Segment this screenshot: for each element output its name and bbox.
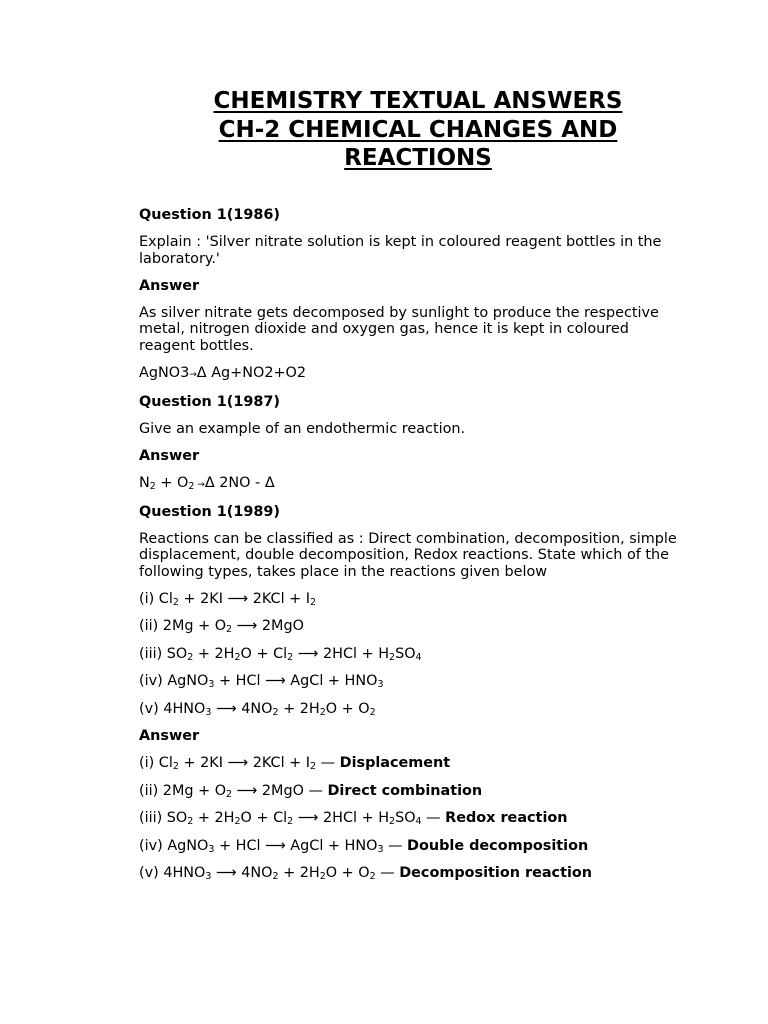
question-text-1989: Reactions can be classified as : Direct combination, decomposition, simple displacement, double decomposition, Redox reactions. State which of the following types, takes place in the reactions given below — [139, 530, 677, 580]
formula-text: + 2H — [193, 645, 235, 662]
formula-subscript: 3 — [377, 679, 384, 690]
formula-subscript: 2 — [287, 651, 294, 663]
formula-subscript: 2 — [272, 706, 279, 718]
formula-text: (ii) 2Mg + O — [139, 782, 227, 799]
formula-text: + 2H — [193, 810, 235, 826]
answer-dash: — — [421, 810, 446, 826]
formula-subscript: 2 — [172, 596, 179, 608]
formula-text: O + Cl — [240, 810, 288, 826]
formula-subscript: 2 — [187, 816, 194, 827]
reactions-list — [139, 591, 689, 718]
formula-subscript: 2 — [172, 761, 179, 772]
formula-subscript: 3 — [208, 843, 215, 855]
formula-text: + 2H — [278, 700, 320, 717]
answer-label-1986: Answer — [139, 277, 200, 294]
equation-part: N — [139, 474, 150, 491]
formula-text: ⟶ 2MgO — [232, 782, 304, 799]
formula-subscript: 2 — [234, 651, 241, 663]
formula-subscript: 2 — [369, 871, 376, 882]
question-text-1987: Give an example of an endothermic reaction. — [139, 420, 466, 437]
answer-dash: — — [316, 755, 340, 771]
formula-text: (v) 4HNO — [139, 865, 206, 881]
formula-text: (v) 4HNO — [139, 700, 206, 717]
title-line-3: REACTIONS — [344, 145, 492, 171]
formula-subscript: 3 — [377, 843, 384, 855]
reaction-line — [139, 591, 689, 608]
document-title — [160, 87, 676, 173]
formula-text: O + O — [325, 865, 370, 881]
formula-subscript: 3 — [208, 679, 215, 690]
formula-subscript: 2 — [272, 871, 279, 882]
equation-lhs: AgNO3 — [139, 364, 190, 381]
formula-text: (iv) AgNO — [139, 837, 209, 854]
formula-subscript: 4 — [415, 651, 422, 663]
formula-subscript: 2 — [187, 651, 194, 663]
reaction-line — [139, 701, 689, 718]
formula-subscript: 2 — [319, 871, 326, 882]
formula-subscript: 2 — [319, 706, 326, 718]
reaction-type: Direct combination — [327, 782, 483, 799]
answer-label-1987: Answer — [139, 447, 200, 464]
formula-text: SO — [395, 645, 416, 662]
reaction-type: Decomposition reaction — [399, 865, 593, 881]
formula-text: ⟶ 2MgO — [232, 618, 304, 634]
answer-dash: — — [303, 782, 328, 799]
formula-text: ⟶ 2HCl + H — [293, 645, 390, 662]
reaction-type: Displacement — [339, 755, 451, 771]
equation-1987 — [139, 475, 689, 494]
reaction-line — [139, 618, 689, 635]
answer-text-1986: As silver nitrate gets decomposed by sunlight to produce the respective metal, nitrogen dioxide and oxygen gas, hence it is kept in coloured reagent bottles. — [139, 304, 659, 354]
question-heading-1989: Question 1(1989) — [139, 503, 280, 520]
formula-text: + HCl ⟶ AgCl + HNO — [214, 837, 378, 854]
answer-line — [139, 810, 689, 827]
reaction-line — [139, 673, 689, 690]
reaction-type: Double decomposition — [407, 837, 589, 854]
formula-subscript: 3 — [205, 706, 212, 718]
formula-subscript: 2 — [389, 651, 396, 663]
formula-text: + 2KI ⟶ 2KCl + I — [178, 755, 311, 771]
formula-text: SO — [395, 810, 416, 826]
document-body — [139, 207, 689, 893]
formula-text: + 2KI ⟶ 2KCl + I — [178, 590, 311, 607]
question-heading-1986: Question 1(1986) — [139, 207, 280, 223]
formula-text: O + O — [325, 700, 370, 717]
formula-text: + 2H — [278, 865, 320, 881]
reaction-arrow: → — [189, 369, 197, 380]
formula-text: (iii) SO — [139, 645, 188, 662]
equation-rhs: Δ Ag+NO2+O2 — [196, 364, 307, 381]
answer-dash: — — [375, 865, 400, 881]
formula-subscript: 2 — [287, 816, 294, 827]
question-text-1986: Explain : 'Silver nitrate solution is kept in coloured reagent bottles in the laboratory.' — [139, 234, 662, 267]
formula-subscript: 2 — [389, 816, 396, 827]
equation-part: + O — [155, 474, 189, 491]
answer-line — [139, 865, 689, 882]
equation-rhs: Δ 2NO - Δ — [204, 474, 275, 491]
formula-subscript: 2 — [369, 706, 376, 718]
equation-subscript: 2 — [149, 480, 156, 492]
answer-dash: — — [383, 837, 408, 854]
answers-list — [139, 755, 689, 882]
formula-text: ⟶ 4NO — [211, 700, 273, 717]
title-line-1: CHEMISTRY TEXTUAL ANSWERS — [213, 88, 623, 114]
formula-subscript: 2 — [234, 816, 241, 827]
formula-text: (ii) 2Mg + O — [139, 618, 227, 634]
answer-label-1989: Answer — [139, 728, 200, 744]
formula-subscript: 2 — [226, 624, 233, 635]
answer-line — [139, 755, 689, 772]
formula-text: (iv) AgNO — [139, 673, 209, 689]
formula-text: + HCl ⟶ AgCl + HNO — [214, 673, 378, 689]
formula-text: (i) Cl — [139, 755, 173, 771]
formula-text: ⟶ 4NO — [211, 865, 273, 881]
question-heading-1987: Question 1(1987) — [139, 393, 280, 410]
equation-subscript: 2 — [188, 480, 195, 492]
formula-subscript: 4 — [415, 816, 422, 827]
formula-text: (i) Cl — [139, 590, 173, 607]
formula-subscript: 2 — [310, 596, 317, 608]
reaction-type: Redox reaction — [445, 810, 568, 826]
answer-line — [139, 783, 689, 800]
formula-text: (iii) SO — [139, 810, 188, 826]
answer-line — [139, 838, 689, 855]
formula-text: O + Cl — [240, 645, 288, 662]
formula-subscript: 2 — [226, 788, 233, 800]
reaction-arrow: → — [194, 479, 205, 490]
title-line-2: CH-2 CHEMICAL CHANGES AND — [218, 116, 618, 143]
formula-subscript: 3 — [205, 871, 212, 882]
formula-subscript: 2 — [310, 761, 317, 772]
reaction-line — [139, 646, 689, 663]
formula-text: ⟶ 2HCl + H — [293, 810, 390, 826]
equation-1986 — [139, 365, 689, 384]
